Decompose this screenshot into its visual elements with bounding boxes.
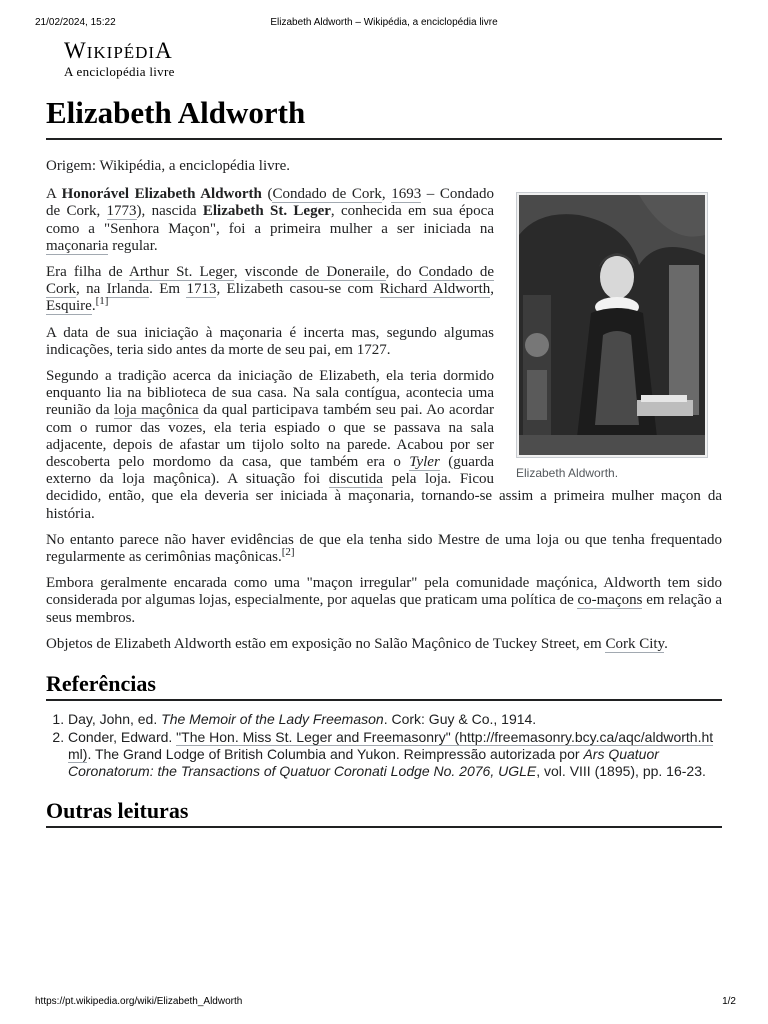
link-discutida[interactable]: discutida — [328, 471, 383, 488]
paragraph-irregular: Embora geralmente encarada como uma "maçon irregular" pela comunidade maçónica, Aldworth tem sido considerada por algumas lojas, especialmente, por aquelas que praticam uma política de co-maçons em relação a seus membros. — [46, 575, 722, 626]
birth-name: Elizabeth St. Leger — [202, 203, 331, 220]
references-heading: Referências — [46, 671, 722, 701]
link-loja-maconica[interactable]: loja maçônica — [114, 402, 199, 419]
paragraph-exhibition: Objetos de Elizabeth Aldworth estão em exposição no Salão Maçônico de Tuckey Street, em Cork City. — [46, 635, 668, 652]
link-cork-city[interactable]: Cork City — [605, 635, 665, 652]
reference-item: 1. Day, John, ed. The Memoir of the Lady Freemason. Cork: Guy & Co., 1914. — [68, 711, 722, 728]
link-esquire[interactable]: Esquire — [46, 298, 92, 315]
link-condado-de-cork[interactable]: Condado de Cork — [272, 186, 382, 203]
print-url: https://pt.wikipedia.org/wiki/Elizabeth_Aldworth — [35, 996, 243, 1007]
paragraph-family: Era filha de Arthur St. Leger, visconde de Doneraile, do Condado de Cork, na Irlanda. Em 1713, Elizabeth casou-se com Richard Aldworth, Esquire.[1] — [46, 264, 494, 315]
link-maconaria[interactable]: maçonaria — [46, 237, 109, 254]
print-page-number: 1/2 — [722, 996, 736, 1007]
link-condado-de-cork-2[interactable]: Condado de Cork — [46, 264, 494, 298]
link-richard-aldworth[interactable]: Richard Aldworth — [379, 281, 491, 298]
paragraph-initiation-date: A data de sua iniciação à maçonaria é incerta mas, segundo algumas indicações, teria sido antes da morte de seu pai, em 1727. — [46, 324, 494, 358]
link-arthur-st-leger[interactable]: Arthur St. Leger — [128, 264, 234, 281]
portrait-illustration — [519, 195, 705, 455]
link-1693[interactable]: 1693 — [391, 186, 422, 203]
logo-wordmark: WIKIPÉDIA — [64, 38, 173, 63]
paragraph-intro: A Honorável Elizabeth Aldworth (Condado de Cork, 1693 – Condado de Cork, 1773), nascida Elizabeth St. Leger, conhecida em sua época como a "Senhora Maçon", foi a primeira mulher a ser iniciada na maçonaria regular. — [46, 186, 494, 254]
link-1713[interactable]: 1713 — [186, 281, 217, 298]
paragraph-tradition: Segundo a tradição acerca da iniciação de Elizabeth, ela teria dormido enquanto lia na biblioteca de sua casa. Na sala contígua, acontecia uma reunião da loja maçônica da qual participava também seu pai. Ao acordar com o rumor das vozes, ela teria espiado o que se passava na sala adjacente, depois de afastar um tijolo solto na parede. Acabou por ser descoberta pelo mordomo da casa, que também era o Tyler (guarda externo da loja maçônica). A situação foi discutida pela loja. Ficou decidido, então, que ela deveria ser iniciada à maçonaria, tornando-se assim a primeira mulher maçon da história. — [46, 368, 722, 522]
further-reading-heading: Outras leituras — [46, 798, 722, 828]
subject-name: Honorável Elizabeth Aldworth — [61, 186, 262, 203]
reference-item: 2. Conder, Edward. "The Hon. Miss St. Leger and Freemasonry" (http://freemasonry.bcy.ca/aqc/aldworth.html). The Grand Lodge of British Columbia and Yukon. Reimpressão autorizada por Ars Quatuor Coronatorum: the Transactions of Quatuor Coronati Lodge No. 2076, UGLE, vol. VIII (1895), pp. 16-23. — [68, 729, 722, 780]
portrait-image[interactable] — [516, 192, 708, 458]
article-figure — [516, 192, 722, 480]
link-visconde-de-doneraile[interactable]: visconde de Doneraile — [244, 264, 386, 281]
link-co-macons[interactable]: co-maçons — [577, 592, 643, 609]
link-irlanda[interactable]: Irlanda — [106, 281, 150, 298]
logo-tagline: A enciclopédia livre — [64, 64, 175, 79]
link-conder-article[interactable]: "The Hon. Miss St. Leger and Freemasonry" (http://freemasonry.bcy.ca/aqc/aldworth.html) — [68, 729, 714, 763]
link-tyler[interactable]: Tyler — [409, 454, 440, 471]
reference-link-2[interactable]: [2] — [281, 546, 295, 559]
figure-caption: Elizabeth Aldworth. — [516, 466, 619, 481]
article-title: Elizabeth Aldworth — [46, 90, 722, 140]
print-date: 21/02/2024, 15:22 — [35, 17, 116, 28]
paragraph-evidence: No entanto parece não haver evidências de que ela tenha sido Mestre de uma loja ou que tenha frequentado regularmente as cerimônias maçônicas.[2] — [46, 531, 722, 566]
reference-link-1[interactable]: [1] — [95, 295, 109, 308]
wikipedia-logo[interactable] — [64, 40, 175, 80]
origin-note: Origem: Wikipédia, a enciclopédia livre. — [46, 158, 291, 174]
article-content — [46, 90, 722, 838]
link-1773[interactable]: 1773 — [106, 203, 137, 220]
references-list — [46, 711, 722, 780]
print-page-title: Elizabeth Aldworth – Wikipédia, a enciclopédia livre — [270, 17, 498, 28]
